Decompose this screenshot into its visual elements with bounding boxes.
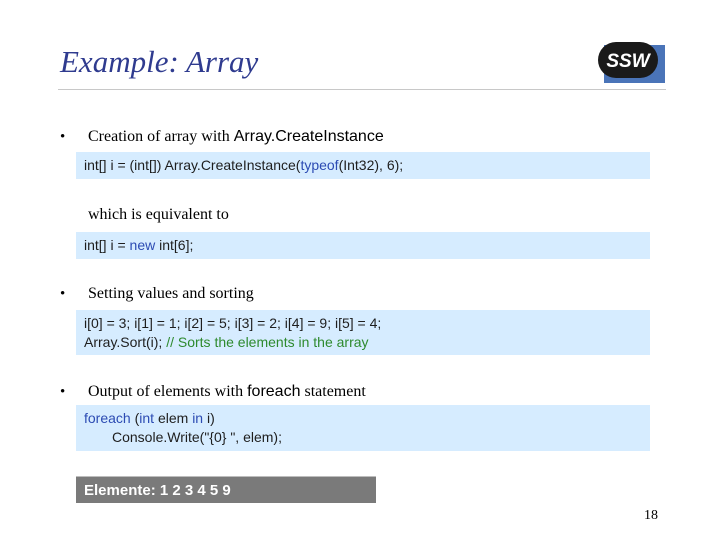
bullet-2-text: Setting values and sorting: [88, 285, 254, 302]
page-number: 18: [644, 508, 658, 523]
code-block-create-instance: [76, 152, 650, 179]
code-block-foreach: [76, 405, 650, 451]
code-text: int[] i =: [84, 237, 130, 253]
code-keyword: typeof: [300, 157, 339, 173]
bullet-3: •: [60, 384, 66, 400]
code-comment: // Sorts the elements in the array: [166, 334, 369, 350]
code-line: i[0] = 3; i[1] = 1; i[2] = 5; i[3] = 2; i[4] = 9; i[5] = 4;: [84, 315, 382, 331]
code-text: (Int32), 6);: [338, 157, 404, 173]
code-text: i): [203, 410, 215, 426]
bullet-3-suffix: statement: [300, 383, 366, 400]
bullet-3-text: [88, 383, 366, 401]
bullet-2: •: [60, 286, 66, 302]
code-keyword: foreach: [84, 410, 131, 426]
code-line: [84, 409, 650, 428]
title-divider: [58, 89, 666, 90]
equivalent-text: which is equivalent to: [88, 206, 229, 223]
console-output: Elemente: 1 2 3 4 5 9: [76, 476, 376, 503]
slide-title: Example: Array: [60, 44, 259, 79]
code-text: elem: [154, 410, 193, 426]
bullet-1-code: Array.CreateInstance: [233, 128, 384, 145]
bullet-3-code: foreach: [247, 383, 301, 400]
bullet-1: •: [60, 129, 66, 145]
bullet-1-prefix: Creation of array with: [88, 128, 234, 145]
code-line: [84, 333, 650, 352]
code-block-sorting: [76, 310, 650, 355]
logo-text: SSW: [606, 51, 650, 72]
code-keyword: in: [192, 410, 204, 426]
code-text: int[] i = (int[]) Array.CreateInstance(: [84, 157, 301, 173]
code-line: Console.Write("{0} ", elem);: [112, 429, 282, 445]
code-text: (: [130, 410, 140, 426]
code-keyword: new: [129, 237, 156, 253]
code-block-new-array: [76, 232, 650, 259]
code-text: int[6];: [155, 237, 194, 253]
code-text: Array.Sort(i);: [84, 334, 167, 350]
bullet-3-prefix: Output of elements with: [88, 383, 248, 400]
bullet-1-text: [88, 128, 384, 146]
code-keyword: int: [139, 410, 155, 426]
ssw-logo: [598, 42, 666, 84]
